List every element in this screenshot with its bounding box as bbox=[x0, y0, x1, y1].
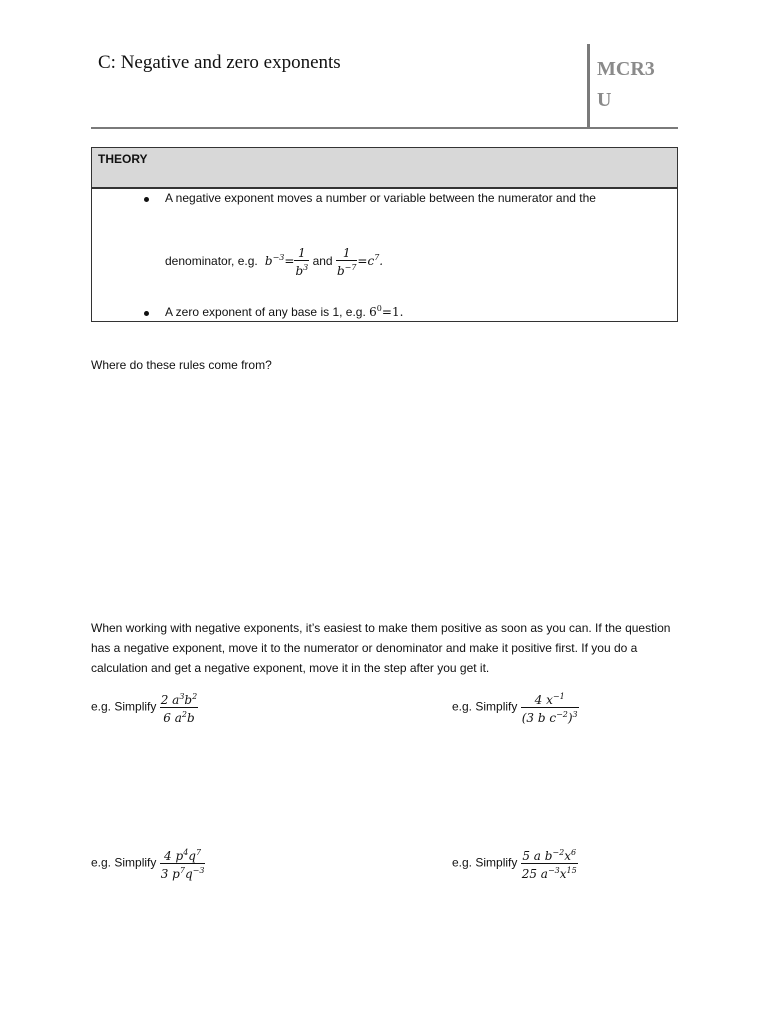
math-6-pow-0: $6^0=1$. bbox=[369, 304, 404, 319]
theory-bullet-2-text: A zero exponent of any base is 1, e.g. bbox=[165, 305, 366, 319]
example-2-expression: $\frac{4 x^{-1}}{(3 b c^{-2})^3}$ bbox=[521, 692, 578, 725]
example-3 bbox=[91, 846, 205, 881]
header-vertical-divider bbox=[587, 44, 590, 128]
example-label: e.g. Simplify bbox=[91, 855, 157, 870]
course-code: MCR3U bbox=[597, 58, 655, 111]
theory-heading: THEORY bbox=[98, 152, 148, 166]
example-1 bbox=[91, 690, 198, 725]
example-3-expression: $\frac{4 p^4q^7}{3 p^7q^{-3}}$ bbox=[160, 848, 205, 881]
theory-bullet-1-line-2 bbox=[165, 246, 383, 278]
bullet-dot bbox=[144, 311, 149, 316]
example-4 bbox=[452, 846, 578, 881]
example-label: e.g. Simplify bbox=[452, 855, 518, 870]
theory-bullet-1-prefix: denominator, e.g. bbox=[165, 254, 258, 269]
math-b-neg3: $b^{-3}=$ bbox=[261, 253, 295, 269]
fraction-1-over-b3: $\frac{1}{b^3}$ bbox=[295, 246, 309, 278]
page-title: C: Negative and zero exponents bbox=[98, 52, 341, 73]
math-c7: $=c^7$. bbox=[357, 253, 384, 269]
example-4-expression: $\frac{5 a b^{-2}x^6}{25 a^{-3}x^{15}}$ bbox=[521, 848, 577, 881]
theory-bullet-1-line-1: A negative exponent moves a number or variable between the numerator and the bbox=[165, 191, 596, 205]
theory-header bbox=[92, 148, 677, 189]
example-1-expression: $\frac{2 a^3b^2}{6 a^2b}$ bbox=[160, 692, 198, 725]
example-label: e.g. Simplify bbox=[452, 699, 518, 714]
theory-bullet-2 bbox=[165, 304, 403, 319]
example-label: e.g. Simplify bbox=[91, 699, 157, 714]
bullet-dot bbox=[144, 197, 149, 202]
question-text: Where do these rules come from? bbox=[91, 358, 272, 372]
theory-box bbox=[91, 147, 678, 322]
example-2 bbox=[452, 690, 579, 725]
instructions-paragraph: When working with negative exponents, it’s easiest to make them positive as soon as you can. If the question has a negative exponent, move it to the numerator or denominator and make it positive first. If you do a calculation and get a negative exponent, move it in the step after you get it. bbox=[91, 621, 671, 675]
theory-and: and bbox=[312, 254, 333, 269]
header-rule bbox=[91, 127, 678, 129]
fraction-1-over-b-neg7: $\frac{1}{b^{-7}}$ bbox=[336, 246, 357, 278]
